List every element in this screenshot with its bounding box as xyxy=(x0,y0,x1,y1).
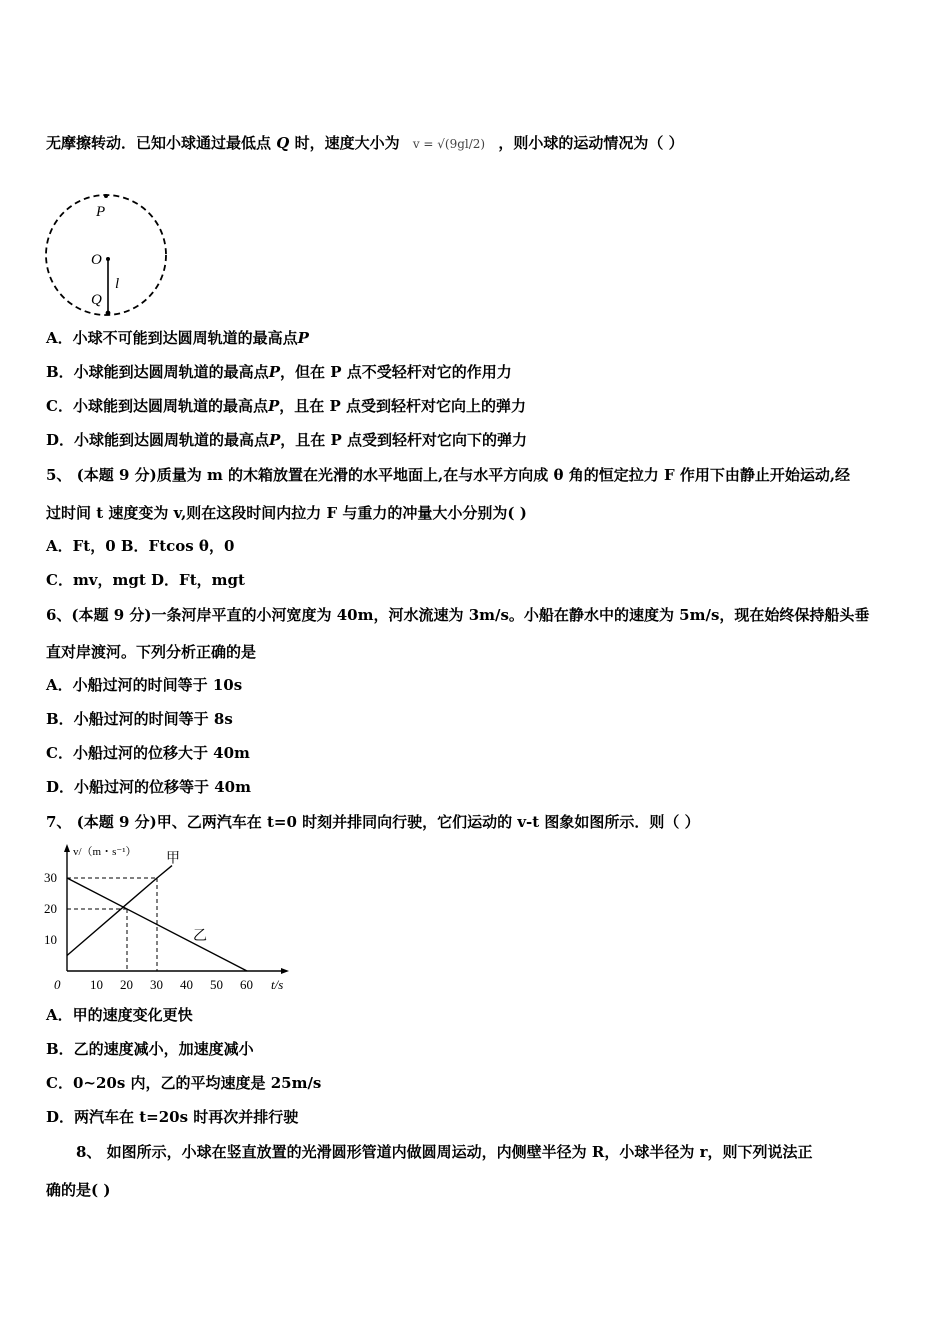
q5-options-ab: A．Ft，0 B．Ftcos θ，0 xyxy=(46,537,235,555)
q4-option-b-text: B．小球能到达圆周轨道的最高点 xyxy=(46,363,269,381)
q5-options-cd: C．mv，mgt D．Ft，mgt xyxy=(46,571,245,589)
q4-option-c-text: C．小球能到达圆周轨道的最高点 xyxy=(46,397,268,415)
chart-labels xyxy=(44,845,283,992)
chart-guides xyxy=(67,878,157,971)
label-o: O xyxy=(91,252,102,268)
x-axis-label: t/s xyxy=(271,977,284,992)
circular-track xyxy=(46,195,166,315)
q4-stem xyxy=(46,133,684,154)
q4-option-c xyxy=(46,396,526,416)
pivot-point xyxy=(106,257,110,261)
q4-option-c-var: P xyxy=(267,397,280,415)
q6-stem-line1: 6、(本题 9 分)一条河岸平直的小河宽度为 40m，河水流速为 3m/s。小船在静水中的速度为 5m/s，现在始终保持船头垂 xyxy=(46,606,870,624)
y-tick-label: 10 xyxy=(44,932,57,947)
q4-option-c-post: ，且在 P 点受到轻杆对它向上的弹力 xyxy=(279,397,526,415)
q4-option-a xyxy=(46,328,309,348)
q7-option-c: C．0~20s 内，乙的平均速度是 25m/s xyxy=(46,1074,322,1092)
y-tick-label: 20 xyxy=(44,901,57,916)
circle-rod-figure xyxy=(40,192,175,320)
y-tick-label: 30 xyxy=(44,870,57,885)
label-l: l xyxy=(115,276,120,292)
series-label-yi: 乙 xyxy=(193,929,207,944)
q4-option-a-text: A．小球不可能到达圆周轨道的最高点 xyxy=(46,329,298,347)
x-tick-label: 10 xyxy=(90,977,103,992)
q6-stem-line2: 直对岸渡河。下列分析正确的是 xyxy=(46,643,257,661)
q7-option-d: D．两汽车在 t=20s 时再次并排行驶 xyxy=(46,1108,299,1126)
q8-stem-line2: 确的是( ) xyxy=(46,1181,111,1199)
q7-option-a: A．甲的速度变化更快 xyxy=(46,1006,193,1024)
x-tick-label: 40 xyxy=(180,977,193,992)
q5-stem-line2: 过时间 t 速度变为 v,则在这段时间内拉力 F 与重力的冲量大小分别为( ) xyxy=(46,504,527,522)
q4-option-d-post: ，且在 P 点受到轻杆对它向下的弹力 xyxy=(280,431,528,449)
q4-option-b-post: ，但在 P 点不受轻杆对它的作用力 xyxy=(279,363,512,381)
x-tick-label: 60 xyxy=(240,977,253,992)
q6-option-a: A．小船过河的时间等于 10s xyxy=(46,676,243,694)
q4-option-b xyxy=(46,362,512,382)
y-axis-label: v/（m・s⁻¹） xyxy=(73,846,137,858)
q8-stem-line1: 8、 如图所示，小球在竖直放置的光滑圆形管道内做圆周运动，内侧壁半径为 R，小球半径为 r，则下列说法正 xyxy=(76,1143,813,1161)
y-axis-arrow xyxy=(64,844,70,852)
label-q: Q xyxy=(91,292,102,308)
q4-text-mid: 时，速度大小为 xyxy=(294,134,400,152)
velocity-formula: v = √(9gl/2) xyxy=(412,137,486,151)
q4-option-b-var: P xyxy=(268,363,280,381)
x-tick-label: 50 xyxy=(210,977,223,992)
point-p-dot xyxy=(104,194,108,198)
q4-var-q: Q xyxy=(276,134,290,152)
x-tick-label: 30 xyxy=(150,977,163,992)
q7-stem: 7、 (本题 9 分)甲、乙两汽车在 t=0 时刻并排同向行驶，它们运动的 v-t 图象如图所示．则（ ） xyxy=(46,813,700,831)
x-axis-arrow xyxy=(281,968,289,974)
q4-option-d xyxy=(46,430,527,450)
origin-label: 0 xyxy=(54,977,61,992)
q5-stem-line1: 5、 (本题 9 分)质量为 m 的木箱放置在光滑的水平地面上,在与水平方向成 θ 角的恒定拉力 F 作用下由静止开始运动,经 xyxy=(46,466,851,484)
q4-option-a-var: P xyxy=(297,329,309,347)
q4-option-d-text: D．小球能到达圆周轨道的最高点 xyxy=(46,431,270,449)
series-label-jia: 甲 xyxy=(166,851,180,867)
q6-option-b: B．小船过河的时间等于 8s xyxy=(46,710,233,728)
ball-at-q xyxy=(106,311,111,316)
q7-option-b: B．乙的速度减小，加速度减小 xyxy=(46,1040,254,1058)
vt-chart xyxy=(40,840,300,998)
q4-text-pre: 无摩擦转动．已知小球通过最低点 xyxy=(46,134,272,152)
q4-option-d-var: P xyxy=(269,431,281,449)
q6-option-d: D．小船过河的位移等于 40m xyxy=(46,778,251,796)
series-line-jia xyxy=(67,866,172,956)
q6-option-c: C．小船过河的位移大于 40m xyxy=(46,744,250,762)
label-p: P xyxy=(96,204,106,220)
q4-text-post: ，则小球的运动情况为（ ） xyxy=(498,134,684,152)
x-tick-label: 20 xyxy=(120,977,133,992)
